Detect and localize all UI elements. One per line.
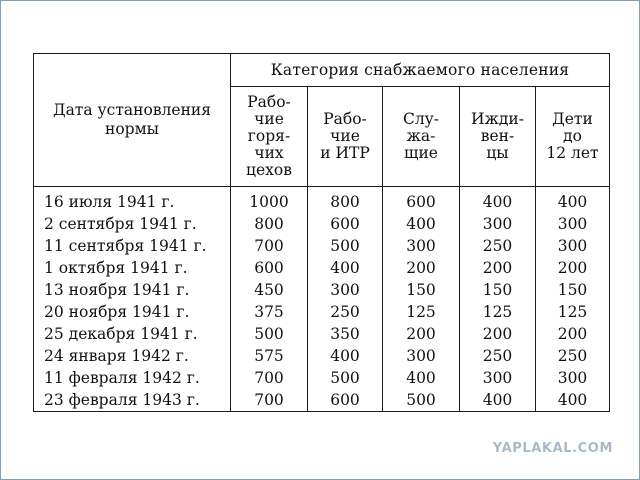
ration-value: 300: [557, 237, 588, 255]
ration-value: 300: [557, 215, 588, 233]
ration-value: 350: [330, 325, 360, 343]
ration-value: 250: [557, 347, 588, 365]
ration-value: 200: [482, 259, 513, 277]
ration-value: 700: [254, 237, 284, 255]
ration-value: 450: [254, 281, 284, 299]
category-header-line: Дети: [552, 110, 593, 128]
hot-shop-workers-column: [231, 187, 308, 412]
ration-value: 600: [330, 391, 360, 409]
ration-value: 125: [557, 303, 588, 321]
ration-value: 300: [482, 215, 513, 233]
ration-value: 400: [406, 215, 436, 233]
ration-value: 500: [254, 325, 284, 343]
category-header-employees: [383, 87, 460, 187]
row-date: 25 декабря 1941 г.: [44, 325, 198, 343]
date-column-header: [34, 54, 231, 187]
ration-value: 400: [557, 391, 588, 409]
dates-column: [34, 187, 231, 412]
ration-value: 800: [330, 193, 360, 211]
category-header-workers-and-engineers: [308, 87, 383, 187]
category-header-line: чих: [254, 144, 284, 162]
ration-value: 150: [557, 281, 588, 299]
category-header-line: цы: [486, 144, 509, 162]
ration-value: 400: [330, 347, 360, 365]
ration-value: 600: [406, 193, 436, 211]
ration-value: 400: [406, 369, 436, 387]
ration-value: 200: [557, 259, 588, 277]
category-header-line: и ИТР: [320, 144, 370, 162]
ration-value: 200: [557, 325, 588, 343]
category-header-line: горя-: [247, 127, 291, 145]
ration-value: 575: [254, 347, 284, 365]
ration-value: 700: [254, 391, 284, 409]
children-under-12-column: [536, 187, 610, 412]
ration-value: 125: [406, 303, 436, 321]
date-column-header-label: Дата установления нормы: [52, 101, 212, 138]
row-date: 20 ноября 1941 г.: [44, 303, 190, 321]
row-date: 11 сентября 1941 г.: [44, 237, 207, 255]
row-date: 11 февраля 1942 г.: [44, 369, 200, 387]
ration-value: 600: [254, 259, 284, 277]
ration-value: 200: [406, 259, 436, 277]
row-date: 1 октября 1941 г.: [44, 259, 188, 277]
category-header-line: до: [563, 127, 582, 145]
ration-value: 200: [482, 325, 513, 343]
ration-value: 150: [482, 281, 513, 299]
ration-value: 300: [406, 347, 436, 365]
category-header-dependents: [460, 87, 536, 187]
ration-value: 375: [254, 303, 284, 321]
ration-norms-table: [33, 53, 610, 412]
ration-value: 250: [482, 347, 513, 365]
category-header-line: Слу-: [402, 110, 440, 128]
category-header-line: чие: [330, 127, 360, 145]
category-header-line: 12 лет: [546, 144, 599, 162]
row-date: 16 июля 1941 г.: [44, 193, 175, 211]
category-header-line: жа-: [406, 127, 436, 145]
table-body-row: [34, 187, 610, 412]
ration-value: 150: [406, 281, 436, 299]
row-date: 23 февраля 1943 г.: [44, 391, 200, 409]
ration-value: 250: [482, 237, 513, 255]
dependents-column: [460, 187, 536, 412]
site-watermark: YAPLAKAL.COM: [492, 441, 613, 456]
category-header-line: чие: [254, 110, 284, 128]
row-date: 13 ноября 1941 г.: [44, 281, 190, 299]
ration-value: 300: [557, 369, 588, 387]
category-header-line: вен-: [480, 127, 515, 145]
ration-value: 125: [482, 303, 513, 321]
ration-value: 500: [330, 237, 360, 255]
category-header-line: щие: [404, 144, 438, 162]
row-date: 24 января 1942 г.: [44, 347, 189, 365]
ration-value: 200: [406, 325, 436, 343]
ration-value: 400: [482, 391, 513, 409]
ration-value: 300: [482, 369, 513, 387]
workers-and-engineers-column: [308, 187, 383, 412]
ration-value: 400: [482, 193, 513, 211]
ration-value: 250: [330, 303, 360, 321]
category-header-line: Рабо-: [247, 93, 291, 111]
ration-value: 500: [330, 369, 360, 387]
ration-value: 300: [330, 281, 360, 299]
ration-value: 700: [254, 369, 284, 387]
ration-value: 500: [406, 391, 436, 409]
ration-value: 400: [557, 193, 588, 211]
ration-value: 600: [330, 215, 360, 233]
category-header-hot-shop-workers: [231, 87, 308, 187]
ration-value: 1000: [249, 193, 289, 211]
category-header-line: цехов: [246, 161, 292, 179]
category-header-children-under-12: [536, 87, 610, 187]
row-date: 2 сентября 1941 г.: [44, 215, 197, 233]
employees-column: [383, 187, 460, 412]
category-header-line: Рабо-: [323, 110, 367, 128]
category-header-line: Ижди-: [471, 110, 524, 128]
ration-value: 400: [330, 259, 360, 277]
population-category-header: Категория снабжаемого населения: [231, 54, 610, 87]
ration-value: 300: [406, 237, 436, 255]
ration-value: 800: [254, 215, 284, 233]
